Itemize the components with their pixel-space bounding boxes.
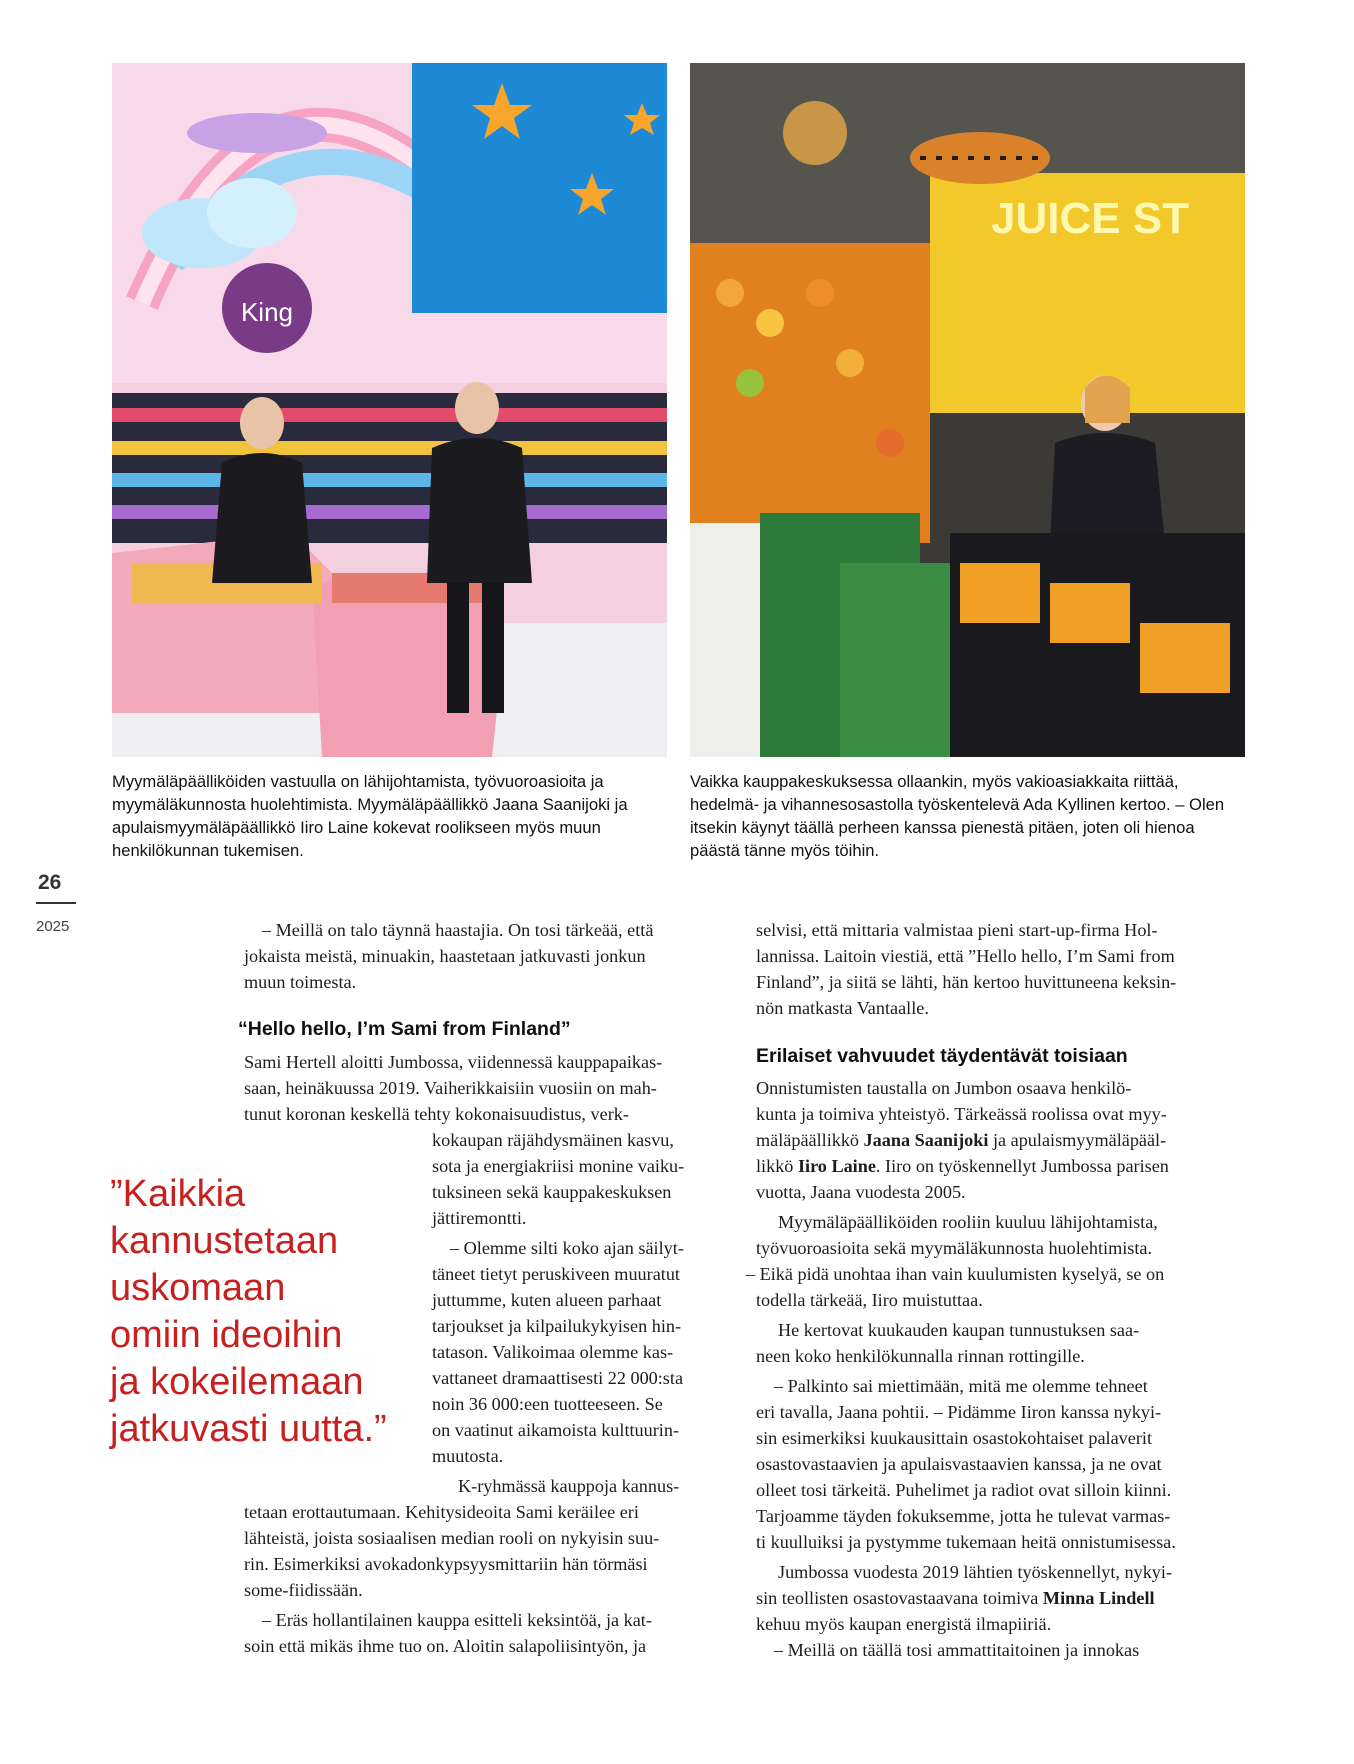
person-name: Jaana Saanijoki [863, 1130, 989, 1150]
body-line [756, 1585, 1155, 1611]
page-number-rule [36, 902, 76, 904]
pull-quote-line: ”Kaikkia [110, 1173, 246, 1215]
body-line: – Eräs hollantilainen kauppa esitteli keksintöä, ja kat- [262, 1610, 652, 1630]
pull-quote-line: jatkuvasti uutta.” [110, 1408, 387, 1450]
body-line: muutosta. [432, 1446, 504, 1466]
body-line: selvisi, että mittaria valmistaa pieni start-up-firma Hol- [756, 920, 1158, 940]
body-line: Tarjoamme täyden fokuksemme, jotta he tulevat varmas- [756, 1506, 1171, 1526]
store-sign-text: King [240, 297, 294, 327]
body-line: tatason. Valikoimaa olemme kas- [432, 1342, 674, 1362]
body-line: sota ja energiakriisi monine vaiku- [432, 1156, 685, 1176]
body-line: some-fiidissään. [244, 1580, 363, 1600]
page-year: 2025 [36, 918, 70, 935]
body-line: lannissa. Laitoin viestiä, että ”Hello hello, I’m Sami from [756, 946, 1175, 966]
body-line: osastovastaavien ja apulaisvastaavien kanssa, ja ne ovat [756, 1454, 1162, 1474]
body-line: soin että mikäs ihme tuo on. Aloitin salapoliisintyön, ja [244, 1636, 647, 1656]
body-line: olleet tosi tärkeitä. Puhelimet ja radiot ovat silloin kiinni. [756, 1480, 1172, 1500]
juice-station-illustration [690, 63, 1245, 757]
body-line: sin esimerkiksi kuukausittain osastokohtaiset palaverit [756, 1428, 1153, 1448]
body-line [756, 1127, 1166, 1153]
photo-caption-left: Myymäläpäälliköiden vastuulla on lähijohtamista, työvuoroasioita ja myymäläkunnosta huolehtimista. Myymäläpäällikkö Jaana Saanijoki ja apulaismyymäläpäällikkö Iiro Laine kokevat roolikseen myös muun henkilökunnan tukemisen. [112, 772, 628, 860]
body-line: jättiremontti. [432, 1208, 527, 1228]
body-line: saan, heinäkuussa 2019. Vaiherikkaisiin vuosiin on mah- [244, 1078, 657, 1098]
body-line: lähteistä, joista sosiaalisen median rooli on nykyisin suu- [244, 1528, 660, 1548]
page-number: 26 [38, 871, 62, 894]
body-text: sin teollisten osastovastaavana toimiva [756, 1588, 1043, 1608]
body-line: eri tavalla, Jaana pohtii. – Pidämme Iiron kanssa nykyi- [756, 1402, 1162, 1422]
body-line: – Olemme silti koko ajan säilyt- [450, 1238, 684, 1258]
body-line: tunut koronan keskellä tehty kokonaisuudistus, verk- [244, 1104, 629, 1124]
body-text: mäläpäällikkö [756, 1130, 864, 1150]
body-line: rin. Esimerkiksi avokadonkypsyysmittariin hän törmäsi [244, 1554, 648, 1574]
body-line: tetaan erottautumaan. Kehitysideoita Sami keräilee eri [244, 1502, 639, 1522]
juice-station-photo [690, 63, 1245, 757]
body-line: juttumme, kuten alueen parhaat [432, 1290, 662, 1310]
body-line: muun toimesta. [244, 972, 357, 992]
body-line: on vaatinut aikamoista kulttuurin- [432, 1420, 679, 1440]
body-line: Myymäläpäälliköiden rooliin kuuluu lähijohtamista, [778, 1212, 1158, 1232]
body-line: He kertovat kuukauden kaupan tunnustuksen saa- [778, 1320, 1140, 1340]
pull-quote-line: omiin ideoihin [110, 1314, 343, 1356]
body-line: todella tärkeää, Iiro muistuttaa. [756, 1290, 983, 1310]
body-line: Onnistumisten taustalla on Jumbon osaava henkilö- [756, 1078, 1132, 1098]
body-line: – Eikä pidä unohtaa ihan vain kuulumisten kyselyä, se on [746, 1264, 1165, 1284]
body-line: kokaupan räjähdysmäinen kasvu, [432, 1130, 674, 1150]
body-line: – Palkinto sai miettimään, mitä me olemme tehneet [774, 1376, 1148, 1396]
person-name: Iiro Laine [797, 1156, 876, 1176]
body-line: kehuu myös kaupan energistä ilmapiiriä. [756, 1614, 1052, 1634]
body-line: nön matkasta Vantaalle. [756, 998, 929, 1018]
body-line [756, 1153, 1169, 1179]
body-text: . Iiro on työskennellyt Jumbossa parisen [875, 1156, 1169, 1176]
body-line: työvuoroasioita sekä myymäläkunnosta huolehtimista. [756, 1238, 1153, 1258]
body-line: täneet tietyt peruskiveen muuratut [432, 1264, 680, 1284]
section-heading: “Hello hello, I’m Sami from Finland” [238, 1018, 571, 1040]
pull-quote-line: uskomaan [110, 1267, 286, 1309]
body-line: – Meillä on talo täynnä haastajia. On tosi tärkeää, että [262, 920, 654, 940]
body-text: likkö [756, 1156, 798, 1176]
candy-store-illustration [112, 63, 667, 757]
pull-quote-line: kannustetaan [110, 1220, 339, 1262]
body-line: tarjoukset ja kilpailukykyisen hin- [432, 1316, 682, 1336]
body-line: vuotta, Jaana vuodesta 2005. [756, 1182, 966, 1202]
body-line: Jumbossa vuodesta 2019 lähtien työskennellyt, nykyi- [778, 1562, 1173, 1582]
body-line: vattaneet dramaattisesti 22 000:sta [432, 1368, 684, 1388]
body-line: Finland”, ja siitä se lähti, hän kertoo huvittuneena keksin- [756, 972, 1177, 992]
body-line: ti kuulluiksi ja pystymme tukemaan heitä onnistumisessa. [756, 1532, 1176, 1552]
body-line: neen koko henkilökunnalla rinnan rottingille. [756, 1346, 1085, 1366]
body-line: Sami Hertell aloitti Jumbossa, viidennessä kauppapaikas- [244, 1052, 663, 1072]
body-line: tuksineen sekä kauppakeskuksen [432, 1182, 672, 1202]
candy-store-photo [112, 63, 667, 757]
section-heading: Erilaiset vahvuudet täydentävät toisiaan [756, 1045, 1128, 1067]
body-line: jokaista meistä, minuakin, haastetaan jatkuvasti jonkun [244, 946, 646, 966]
body-text: ja apulaismyymäläpääl- [988, 1130, 1167, 1150]
body-line: – Meillä on täällä tosi ammattitaitoinen ja innokas [774, 1640, 1140, 1660]
pull-quote-line: ja kokeilemaan [110, 1361, 364, 1403]
body-line: noin 36 000:een tuotteeseen. Se [432, 1394, 663, 1414]
person-name: Minna Lindell [1042, 1588, 1155, 1608]
body-line: kunta ja toimiva yhteistyö. Tärkeässä roolissa ovat myy- [756, 1104, 1167, 1124]
juice-station-sign: JUICE ST [990, 194, 1190, 243]
photo-caption-right: Vaikka kauppakeskuksessa ollaankin, myös vakioasiakkaita riittää, hedelmä- ja vihannesosastolla työskentelevä Ada Kyllinen kertoo. – Olen itsekin käynyt täällä perheen kanssa pienestä pitäen, joten oli hienoa päästä tänne myös töihin. [690, 772, 1225, 860]
body-line: K-ryhmässä kauppoja kannus- [458, 1476, 680, 1496]
